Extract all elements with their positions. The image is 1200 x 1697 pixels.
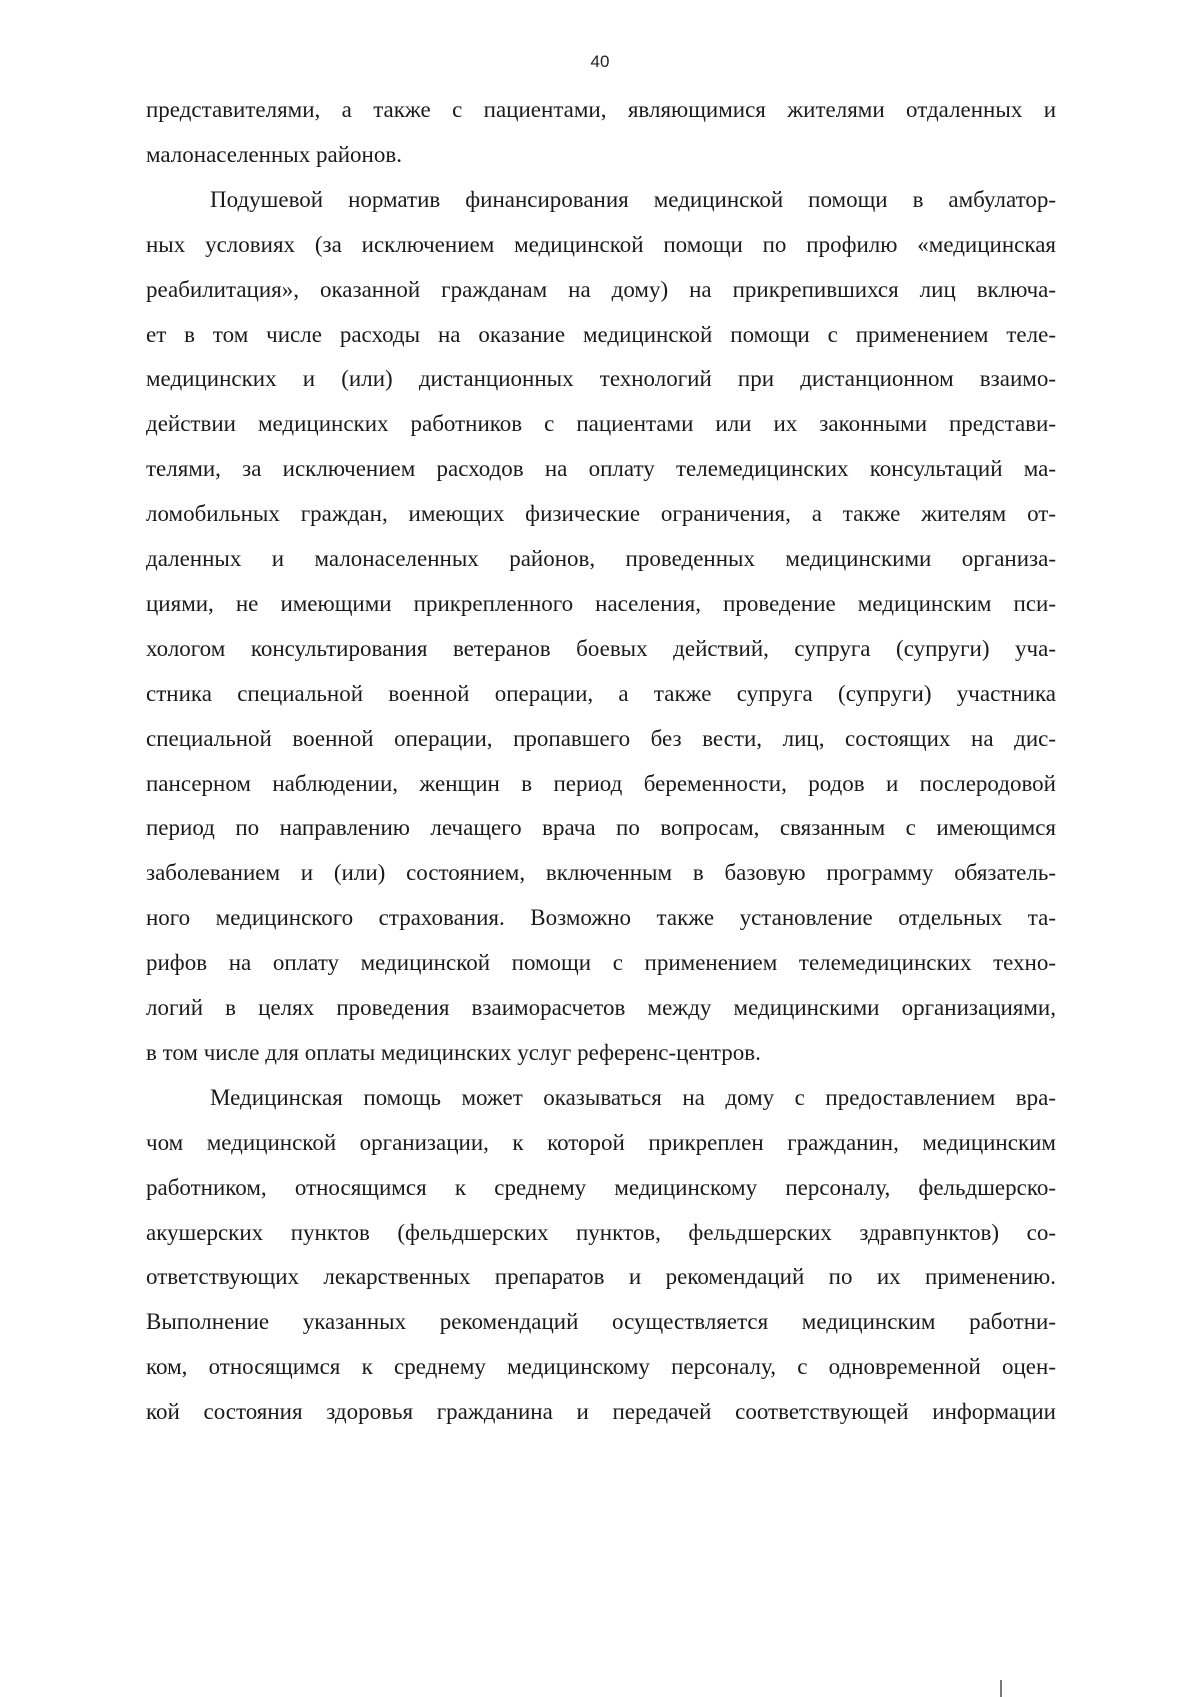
scan-artifact [1000,1680,1002,1697]
text-line: телями, за исключением расходов на оплату телемедицинских консультаций ма- [146,456,1056,482]
text-line: в том числе для оплаты медицинских услуг референс-центров. [146,1039,761,1065]
text-line: заболеванием и (или) состоянием, включенным в базовую программу обязатель- [146,860,1056,886]
text-line: ет в том числе расходы на оказание медицинской помощи с применением теле- [146,321,1056,347]
text-line: специальной военной операции, пропавшего без вести, лиц, состоящих на дис- [146,725,1056,751]
text-line: Медицинская помощь может оказываться на дому с предоставлением вра- [210,1084,1056,1110]
text-line: пансерном наблюдении, женщин в период беременности, родов и послеродовой [146,770,1056,796]
text-line: даленных и малонаселенных районов, проведенных медицинскими организа- [146,546,1056,571]
text-line: работником, относящимся к среднему медицинскому персоналу, фельдшерско- [146,1174,1056,1200]
text-line: чом медицинской организации, к которой прикреплен гражданин, медицинским [146,1129,1056,1155]
text-line: ных условиях (за исключением медицинской помощи по профилю «медицинская [146,231,1056,257]
text-line: период по направлению лечащего врача по вопросам, связанным с имеющимся [146,815,1056,841]
text-line: реабилитация», оказанной гражданам на дому) на прикрепившихся лиц включа- [146,276,1056,302]
text-line: ответствующих лекарственных препаратов и рекомендаций по их применению. [146,1264,1056,1290]
text-line: хологом консультирования ветеранов боевых действий, супруга (супруги) уча- [146,635,1056,661]
text-line: малонаселенных районов. [146,141,402,167]
text-line: кой состояния здоровья гражданина и передачей соответствующей информации [146,1399,1056,1425]
text-line: акушерских пунктов (фельдшерских пунктов, фельдшерских здравпунктов) со- [146,1219,1056,1245]
text-line: логий в целях проведения взаиморасчетов между медицинскими организациями, [146,995,1056,1020]
page-number: 40 [590,52,610,71]
text-line: ком, относящимся к среднему медицинскому персоналу, с одновременной оцен- [146,1354,1056,1380]
text-line: стника специальной военной операции, а также супруга (супруги) участника [146,680,1056,706]
text-line: Подушевой норматив финансирования медицинской помощи в амбулатор- [210,186,1056,212]
text-line: ного медицинского страхования. Возможно также установление отдельных та- [146,905,1056,931]
text-line: Выполнение указанных рекомендаций осуществляется медицинским работни- [146,1309,1056,1335]
text-line: медицинских и (или) дистанционных технологий при дистанционном взаимо- [146,366,1056,392]
text-line: рифов на оплату медицинской помощи с применением телемедицинских техно- [146,950,1056,976]
text-line: действии медицинских работников с пациентами или их законными представи- [146,411,1056,437]
text-line: ломобильных граждан, имеющих физические ограничения, а также жителям от- [146,501,1056,527]
text-line: циями, не имеющими прикрепленного населения, проведение медицинским пси- [146,590,1056,616]
text-line: представителями, а также с пациентами, являющимися жителями отдаленных и [146,97,1056,122]
